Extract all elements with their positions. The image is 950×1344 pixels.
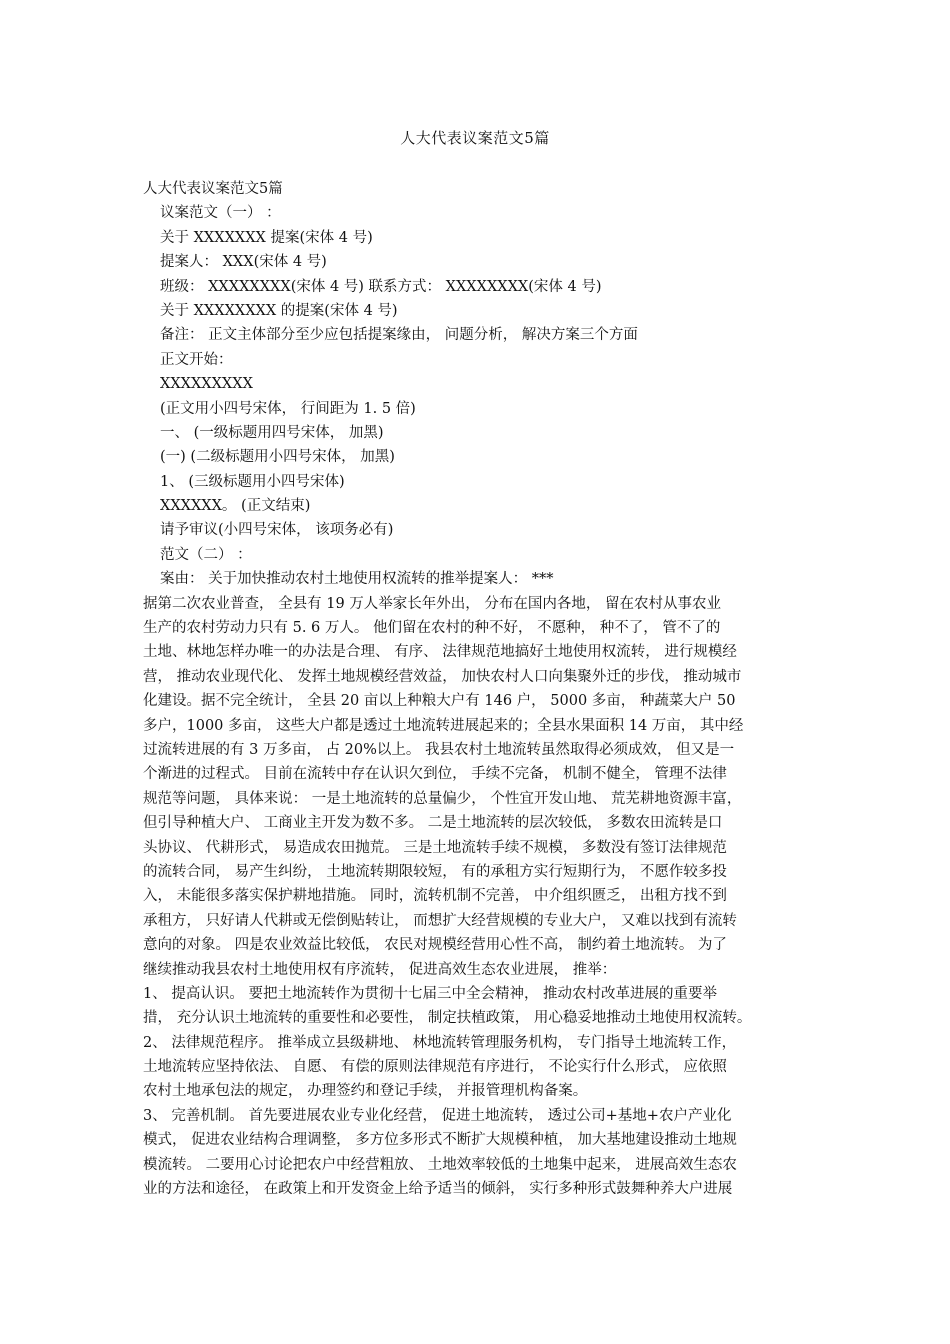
paragraph-line: 入， 未能很多落实保护耕地措施。 同时，流转机制不完善， 中介组织匮乏， 出租方找不到 [143, 888, 727, 905]
paragraph-line: 过流转进展的有 3 万多亩， 占 20%以上。 我县农村土地流转虽然取得必须成效， 但又是一 [143, 741, 735, 758]
document-title: 人大代表议案范文5篇 [400, 129, 550, 147]
sample-two-heading: 范文（二） ： [160, 546, 252, 563]
paragraph-background [143, 592, 819, 982]
paragraph-line: 个渐进的过程式。 目前在流转中存在认识欠到位， 手续不完备， 机制不健全， 管理不法律 [143, 766, 727, 783]
proposal-title-line: 关于 XXXXXXXX 的提案(宋体 4 号) [160, 302, 398, 319]
paragraph-line: 业的方法和途径， 在政策上和开发资金上给予适当的倾斜， 实行多种形式鼓舞种养大户进展 [143, 1181, 733, 1198]
paragraph-line: 土地流转应坚持依法、 自愿、 有偿的原则法律规范有序进行， 不论实行什么形式， 应依照 [143, 1059, 727, 1076]
paragraph-line: 模式， 促进农业结构合理调整， 多方位多形式不断扩大规模种植， 加大基地建设推动土地规 [143, 1132, 737, 1149]
suggestion-one [143, 982, 819, 1031]
level-three-heading-line: 1、 (三级标题用小四号宋体) [160, 473, 345, 490]
paragraph-line: 措， 充分认识土地流转的重要性和必要性， 制定扶植政策， 用心稳妥地推动土地使用权流转。 [143, 1010, 752, 1027]
body-end-line: XXXXXX。 (正文结束) [160, 498, 311, 515]
paragraph-line: 据第二次农业普查， 全县有 19 万人举家长年外出， 分布在国内各地， 留在农村从事农业 [143, 595, 721, 612]
case-reason-line: 案由： 关于加快推动农村土地使用权流转的推举提案人： *** [160, 571, 554, 588]
subtitle-line: 人大代表议案范文5篇 [143, 181, 283, 197]
paragraph-line: 农村土地承包法的规定， 办理签约和登记手续， 并报管理机构备案。 [143, 1083, 588, 1100]
document-body [143, 177, 819, 1201]
paragraph-line: 意向的对象。 四是农业效益比较低， 农民对规模经营用心性不高， 制约着土地流转。 为了 [143, 937, 727, 954]
placeholder-text-line: XXXXXXXXX [160, 376, 253, 393]
paragraph-line: 营， 推动农业现代化、 发挥土地规模经营效益， 加快农村人口向集聚外迁的步伐， 推动城市 [143, 668, 742, 685]
suggestion-two [143, 1031, 819, 1104]
review-request-line: 请予审议(小四号宋体， 该项务必有) [160, 522, 394, 539]
paragraph-line: 的流转合同， 易产生纠纷， 土地流转期限较短， 有的承租方实行短期行为， 不愿作较多投 [143, 863, 727, 880]
suggestion-three [143, 1104, 819, 1202]
paragraph-line: 土地、林地怎样办唯一的办法是合理、 有序、 法律规范地搞好土地使用权流转， 进行规模经 [143, 644, 737, 661]
paragraph-line: 3、 完善机制。 首先要进展农业专业化经营， 促进土地流转， 透过公司+基地+农户产业化 [143, 1107, 732, 1124]
paragraph-line: 规范等问题， 具体来说： 一是土地流转的总量偏少， 个性宜开发山地、 荒芜耕地资源丰富， [143, 790, 742, 807]
paragraph-line: 继续推动我县农村土地使用权有序流转， 促进高效生态农业进展， 推举： [143, 961, 617, 978]
paragraph-line: 头协议、 代耕形式， 易造成农田抛荒。 三是土地流转手续不规模， 多数没有签订法律规范 [143, 839, 727, 856]
paragraph-line: 承租方， 只好请人代耕或无偿倒贴转让， 而想扩大经营规模的专业大户， 又难以找到有流转 [143, 912, 737, 929]
remark-line: 备注： 正文主体部分至少应包括提案缘由， 问题分析， 解决方案三个方面 [160, 327, 638, 344]
paragraph-line: 生产的农村劳动力只有 5. 6 万人。 他们留在农村的种不好， 不愿种， 种不了， 管不了的 [143, 620, 721, 637]
level-two-heading-line: (一) (二级标题用小四号宋体， 加黑) [160, 449, 395, 466]
class-contact-line: 班级： XXXXXXXX(宋体 4 号) 联系方式： XXXXXXXX(宋体 4 号) [160, 278, 602, 295]
format-note-line: (正文用小四号宋体， 行间距为 1. 5 倍) [160, 400, 416, 417]
sample-one-heading: 议案范文（一） ： [160, 205, 281, 222]
paragraph-line: 1、 提高认识。 要把土地流转作为贯彻十七届三中全会精神， 推动农村改革进展的重要举 [143, 985, 718, 1002]
proposal-subject-line: 关于 XXXXXXX 提案(宋体 4 号) [160, 229, 373, 246]
proposer-line: 提案人： XXX(宋体 4 号) [160, 254, 327, 271]
level-one-heading-line: 一、 (一级标题用四号宋体， 加黑) [160, 424, 384, 441]
paragraph-line: 模流转。 二要用心讨论把农户中经营粗放、 土地效率较低的土地集中起来， 进展高效生态农 [143, 1156, 737, 1173]
paragraph-line: 化建设。据不完全统计， 全县 20 亩以上种粮大户有 146 户， 5000 多亩， 种蔬菜大户 50 [143, 693, 736, 710]
paragraph-line: 但引导种植大户、 工商业主开发为数不多。 二是土地流转的层次较低， 多数农田流转是口 [143, 815, 723, 832]
body-start-line: 正文开始： [160, 351, 233, 368]
paragraph-line: 多户，1000 多亩， 这些大户都是透过土地流转进展起来的；全县水果面积 14 万亩， 其中经 [143, 717, 744, 734]
paragraph-line: 2、 法律规范程序。 推举成立县级耕地、 林地流转管理服务机构， 专门指导土地流转工作， [143, 1034, 737, 1051]
